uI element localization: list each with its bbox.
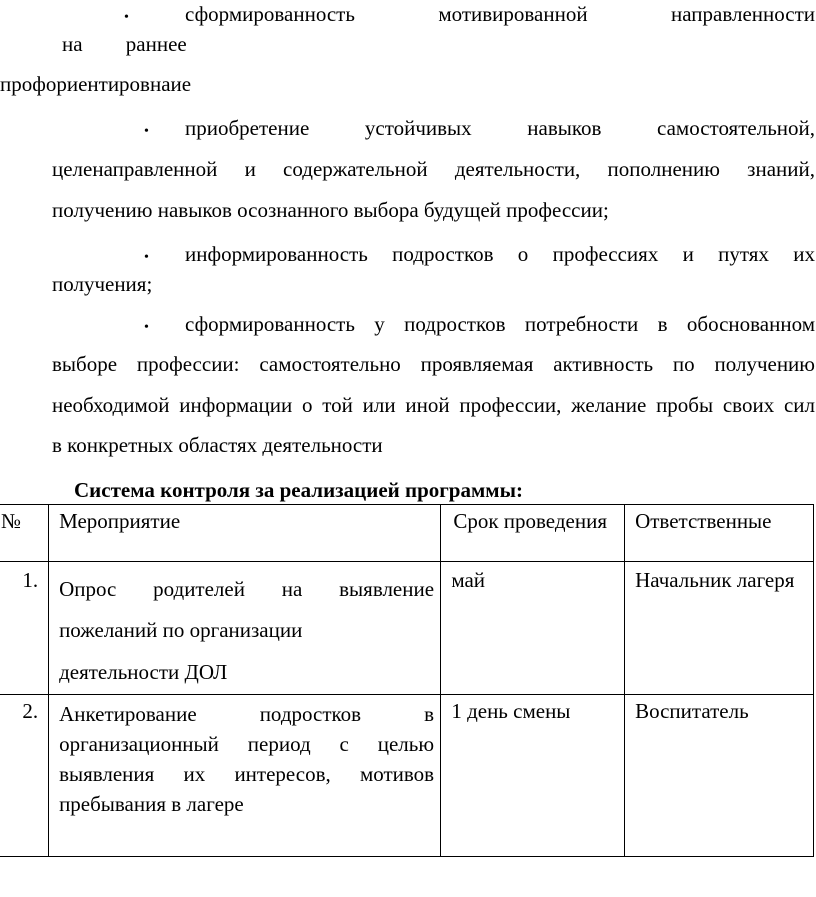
bullet-icon: •	[144, 124, 149, 139]
row-2-responsible-label: Воспитатель	[635, 699, 749, 723]
item-2-line-2: получения;	[52, 272, 153, 296]
row-2-activity-line-4: пребывания в лагере	[59, 792, 244, 816]
row-1-term	[441, 562, 625, 695]
header-term-label: Срок проведения	[453, 509, 607, 533]
row-1-term-label: май	[451, 568, 486, 592]
intro-line-2: на раннее	[62, 32, 187, 56]
intro-line-1: сформированность мотивированной направленности	[185, 2, 815, 26]
item-3-line-4: в конкретных областях деятельности	[52, 433, 383, 457]
header-num-label: №	[1, 509, 22, 533]
row-1-activity-line-3: деятельности ДОЛ	[59, 660, 228, 684]
row-2-term-label: 1 день смены	[451, 699, 571, 723]
row-1-responsible	[625, 562, 814, 695]
row-1-activity-line-2: пожеланий по организации	[59, 618, 303, 642]
bullet-icon: •	[124, 10, 129, 25]
row-2-activity-line-3: выявления их интересов, мотивов	[59, 762, 435, 786]
item-1-line-2: целенаправленной и содержательной деятельности, пополнению знаний,	[52, 157, 815, 181]
item-1-line-1: приобретение устойчивых навыков самостоятельной,	[185, 116, 815, 140]
row-2-activity-line-1: Анкетирование подростков в	[59, 702, 435, 726]
header-responsible	[625, 505, 814, 562]
section-heading: Система контроля за реализацией программы:	[74, 478, 523, 502]
row-1-num	[0, 562, 49, 695]
row-2-num-label: 2.	[22, 699, 39, 723]
intro-line-3: профориентировнаие	[0, 72, 192, 96]
row-1-activity	[49, 562, 441, 695]
header-responsible-label: Ответственные	[635, 509, 772, 533]
bullet-icon: •	[144, 320, 149, 335]
header-activity	[49, 505, 441, 562]
control-table	[0, 504, 814, 857]
row-1-num-label: 1.	[22, 568, 39, 592]
row-2-activity-line-2: организационный период с целью	[59, 732, 435, 756]
bullet-icon: •	[144, 250, 149, 265]
table-row	[0, 695, 814, 857]
item-3-line-3: необходимой информации о той или иной профессии, желание пробы своих сил	[52, 393, 815, 417]
item-3-line-2: выборе профессии: самостоятельно проявляемая активность по получению	[52, 352, 815, 376]
row-2-responsible	[625, 695, 814, 857]
row-1-responsible-label: Начальник лагеря	[635, 568, 795, 592]
header-term	[441, 505, 625, 562]
item-3-line-1: сформированность у подростков потребности в обоснованном	[185, 312, 815, 336]
row-2-num	[0, 695, 49, 857]
row-2-activity	[49, 695, 441, 857]
header-num	[0, 505, 49, 562]
header-activity-label: Мероприятие	[59, 509, 181, 533]
table-row	[0, 562, 814, 695]
item-2-line-1: информированность подростков о профессиях и путях их	[185, 242, 815, 266]
table-header-row	[0, 505, 814, 562]
item-1-line-3: получению навыков осознанного выбора будущей профессии;	[52, 198, 609, 222]
row-1-activity-line-1: Опрос родителей на выявление	[59, 577, 435, 601]
row-2-term	[441, 695, 625, 857]
